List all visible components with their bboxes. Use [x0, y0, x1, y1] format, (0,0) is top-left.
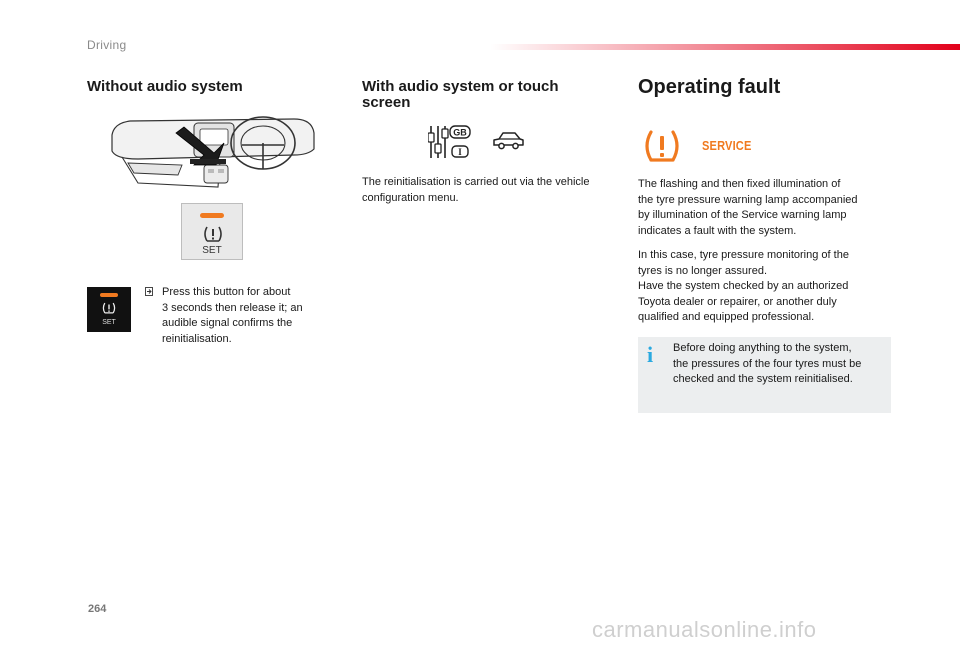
- dashboard-illustration: [108, 113, 318, 201]
- page-number: 264: [88, 603, 107, 615]
- svg-text:GB: GB: [453, 127, 467, 138]
- section-title: Driving: [87, 38, 127, 52]
- reinitialisation-text: The reinitialisation is carried out via the vehicle configuration menu.: [362, 176, 590, 204]
- press-instruction: Press this button for about 3 seconds then release it; an audible signal confirms the reinitialisation.: [162, 286, 303, 345]
- heading-with-audio: With audio system or touch screen: [362, 78, 559, 111]
- heading-without-audio: Without audio system: [87, 78, 243, 95]
- service-warning-label: SERVICE: [702, 138, 752, 153]
- warning-lamp-indicator: [100, 293, 118, 297]
- car-icon: [491, 130, 525, 152]
- set-label: SET: [102, 319, 116, 326]
- fault-description: The flashing and then fixed illumination of the tyre pressure warning lamp accompanied by illumination of the Service warning lamp indicates a fault with the system.: [638, 178, 858, 237]
- heading-operating-fault: Operating fault: [638, 76, 781, 98]
- info-icon: i: [647, 342, 654, 367]
- header-accent-bar: [490, 44, 960, 50]
- info-note-text: Before doing anything to the system, the pressures of the four tyres must be checked and the system reinitialised.: [673, 342, 862, 385]
- tyre-pressure-warning-icon: [643, 129, 681, 165]
- tyre-pressure-icon: [102, 301, 116, 315]
- warning-lamp-indicator: [200, 213, 224, 218]
- set-button[interactable]: [87, 287, 131, 332]
- bullet-marker: [145, 287, 153, 299]
- tyre-pressure-icon: [203, 225, 223, 243]
- svg-text:I: I: [458, 147, 462, 157]
- set-button-panel: [181, 203, 243, 260]
- bullet-arrow-icon: [145, 287, 153, 296]
- settings-sliders-icon: [428, 124, 472, 160]
- watermark: carmanualsonline.info: [592, 617, 817, 642]
- fault-action-text: In this case, tyre pressure monitoring of the tyres is no longer assured. Have the system checked by an authorized Toyota dealer or repairer, or another duly qualified and equipped professional.: [638, 249, 849, 323]
- set-label: SET: [202, 245, 222, 256]
